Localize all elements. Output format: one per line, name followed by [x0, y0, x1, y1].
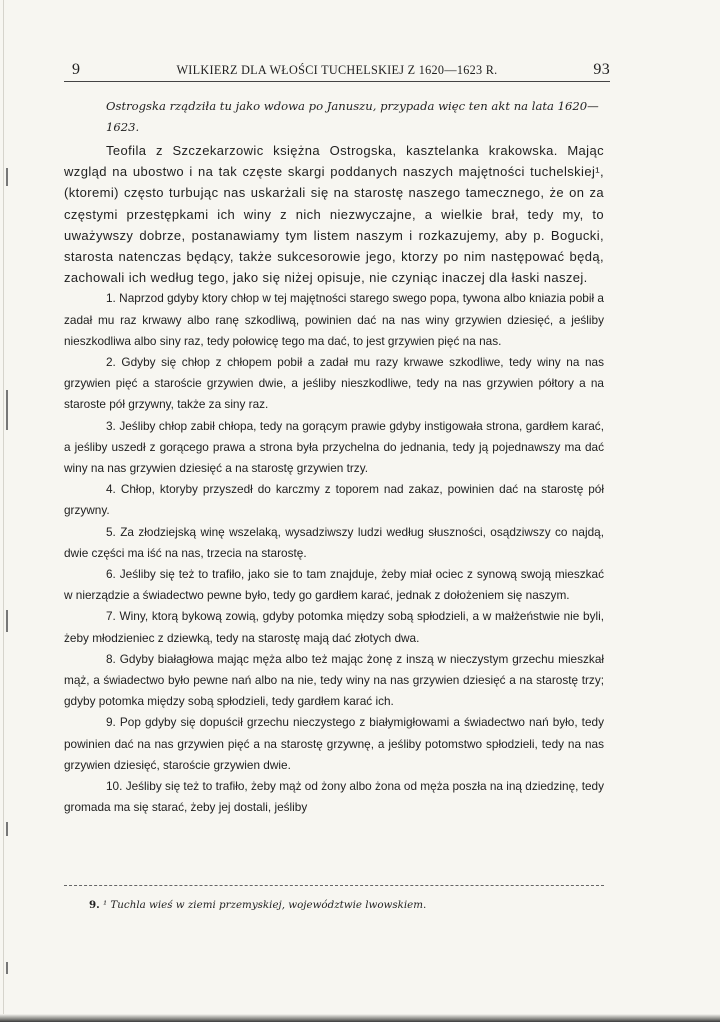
scan-bottom-edge: [0, 1014, 720, 1022]
paragraph-article: 3. Jeśliby chłop zabił chłopa, tedy na gorącym prawie gdyby instigowała strona, gardłem karać, a jeśliby uszedł z gorącego prawa a strona była przychelna do jednania, tedy ją pojednawszy ma dać winy na nas grzywien dziesięć a na starostę grzywien trzy.: [64, 418, 604, 476]
footnote-text: ¹ Tuchla wieś w ziemi przemyskiej, województwie lwowskiem.: [103, 899, 427, 911]
editorial-intro: Ostrogska rządziła tu jako wdowa po Januszu, przypada więc ten akt na lata 1620—1623.: [106, 99, 599, 134]
paragraph-article: 1. Naprzod gdyby ktory chłop w tej majętności starego swego popa, tywona albo kniazia pobił a zadał mu raz krwawy albo ranę szkodliwą, powinien dać na nas winy grzywien dziesięć, a jeśliby nieszkodliwa albo siny raz, tedy połowicę tego ma dać, to jest grzywien pięć na nas.: [64, 291, 604, 348]
page-number-left: 9: [72, 61, 81, 78]
margin-mark: [6, 610, 8, 632]
header-rule: [64, 81, 610, 82]
margin-mark: [6, 168, 8, 186]
margin-mark: [6, 822, 8, 836]
footnote-rule: [64, 885, 604, 887]
margin-mark: [6, 962, 8, 974]
paragraph-article: 8. Gdyby białagłowa mając męża albo też mając żonę z inszą w nieczystym grzechu mieszkał mąż, a świadectwo było pewne nań albo na nie, tedy winy na nas grzywien dziesięć a na starostę trzy; gdyby potomka między sobą spłodzieli, tedy gardłem karać ich.: [64, 651, 604, 709]
paragraph-article: 6. Jeśliby się też to trafiło, jako sie to tam znajduje, żeby miał ociec z synową swoją mieszkać w nierządzie a świadectwo pewne było, tedy go gardłem karać, jednak z dołożeniem się naszym.: [64, 567, 604, 603]
page-number-right: 93: [593, 61, 610, 78]
paragraph-article: 7. Winy, ktorą bykową zowią, gdyby potomka między sobą spłodzieli, a w małżeństwie nie byli, żeby młodzieniec z dziewką, tedy na starostę mają dać złotych dwa.: [64, 609, 604, 645]
paragraph-article: 4. Chłop, ktoryby przyszedł do karczmy z toporem nad zakaz, powinien dać na starostę pół grzywny.: [64, 482, 604, 518]
document-body: [64, 140, 604, 819]
margin-mark: [6, 390, 8, 430]
binding-edge: [3, 0, 4, 1022]
running-header: [64, 59, 610, 81]
paragraph-article: 5. Za złodziejską winę wszelaką, wysadziwszy ludzi według słuszności, osądziwszy co najdą, dwie części ma iść na nas, trzecia na starostę.: [64, 524, 604, 560]
paragraph-article: 10. Jeśliby się też to trafiło, żeby mąż od żony albo żona od męża poszła na iną dziedzinę, tedy gromada ma się starać, żeby jej dostali, jeśliby: [64, 779, 604, 815]
paragraph-preamble: Teofila z Szczekarzowic księżna Ostrogska, kasztelanka krakowska. Mając wzgląd na ubostwo i na tak częste skargi poddanych naszych majętności tuchelskiej¹, (ktoremi) często turbując nas uskarżali się na starostę naszego tamecznego, że on za częstymi przestępkami ich winy z nich niezwyczajne, a wielkie brał, tedy my, to uważywszy dobrze, postanawiamy tym listem naszym i rozkazujemy, aby p. Bogucki, starosta natenczas będący, także sukcesorowie jego, ktorzy po nim następować będą, zachowali ich według tego, jako się niżej opisuje, nie czyniąc inaczej dla łaski naszej.: [64, 143, 604, 286]
footnote-number: 9.: [89, 899, 100, 911]
paragraph-article: 9. Pop gdyby się dopuścił grzechu nieczystego z białymigłowami a świadectwo nań było, tedy powinien dać na nas grzywien pięć a na starostę grzywnę, a jeśliby potomstwo spłodzieli, tedy na nas grzywien dziesięć, staroście grzywien dwie.: [64, 715, 604, 772]
paragraph-article: 2. Gdyby się chłop z chłopem pobił a zadał mu razy krwawe szkodliwe, tedy winy na nas grzywien pięć a staroście grzywien dwie, a jeśliby nieszkodliwe, tedy na nas grzywien półtory a na staroste pół grzywny, także za siny raz.: [64, 355, 604, 412]
header-title: WILKIERZ DLA WŁOŚCI TUCHELSKIEJ Z 1620—1623 R.: [176, 63, 498, 77]
footnote: [89, 897, 609, 913]
